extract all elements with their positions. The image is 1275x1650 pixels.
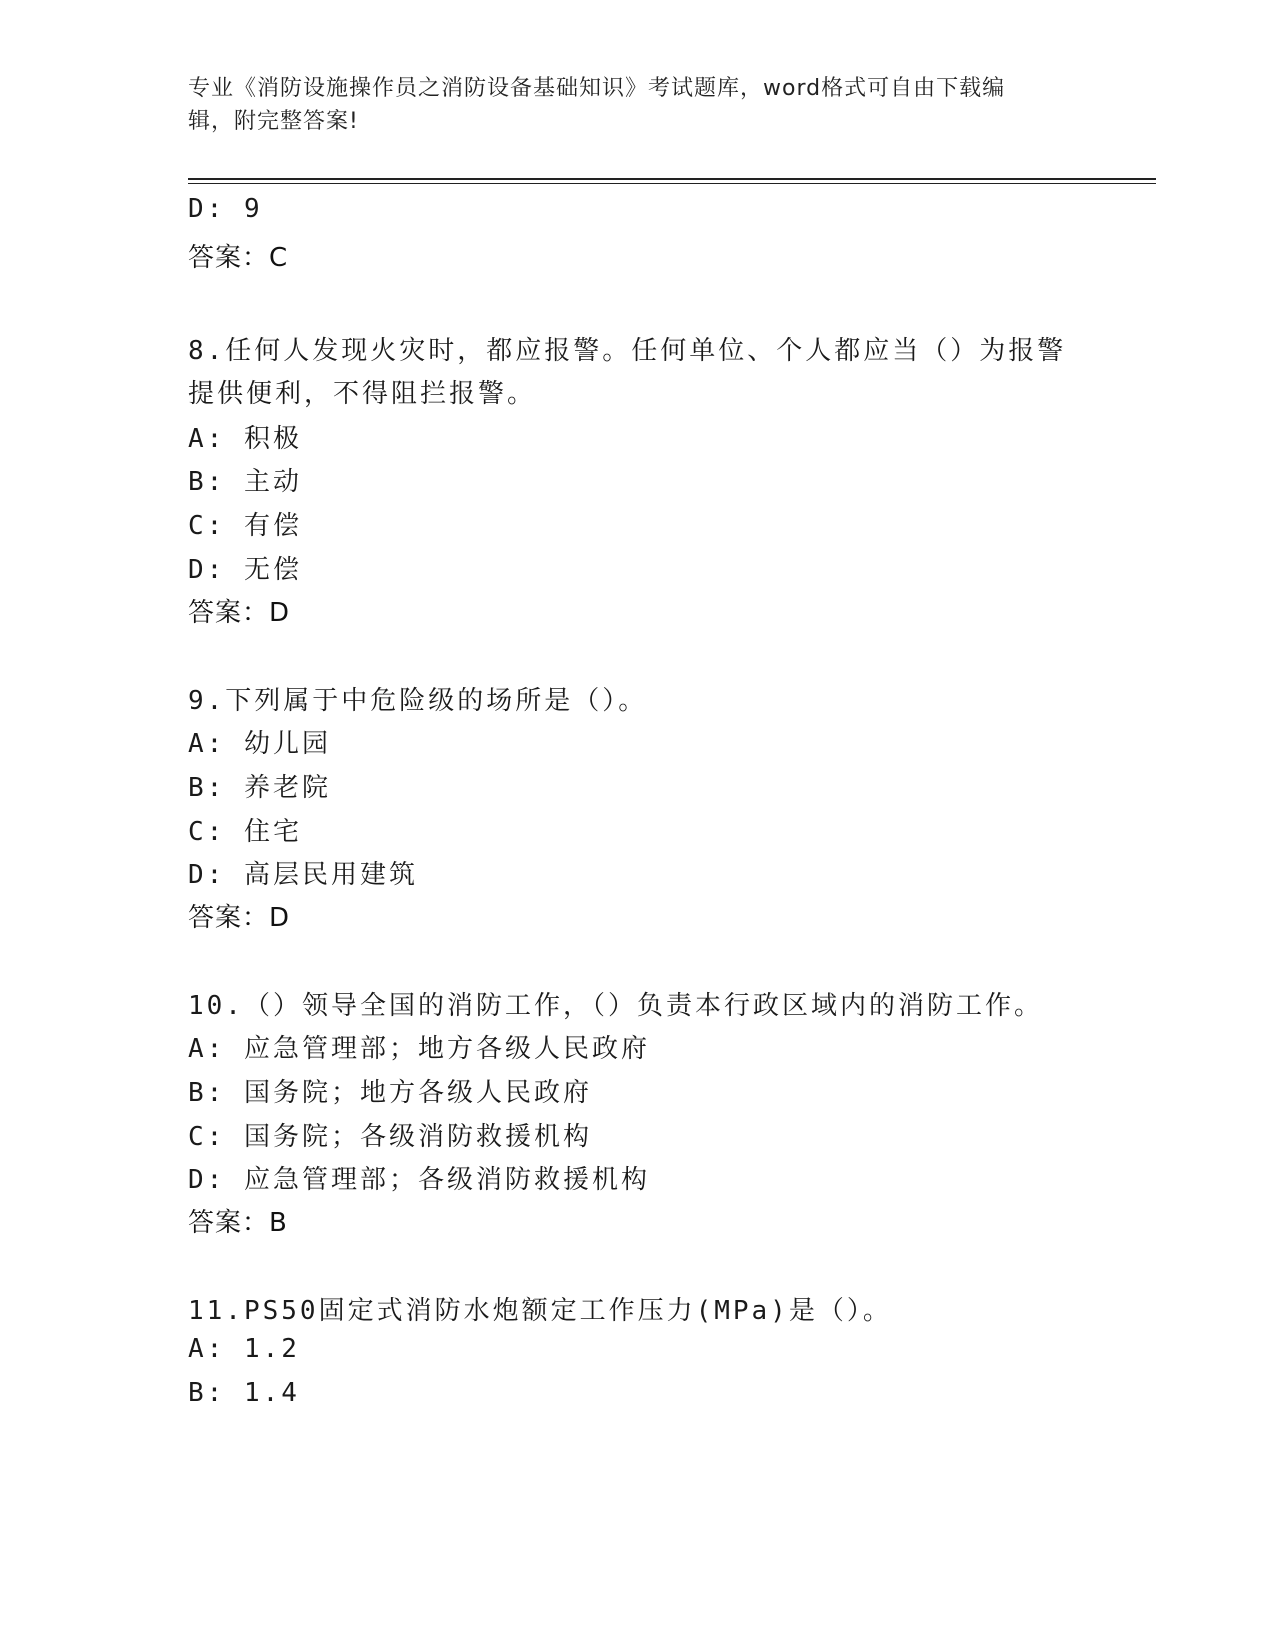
q10-answer: 答案：B — [188, 1208, 288, 1238]
q9-option-c: C: 住宅 — [188, 817, 302, 847]
q10-stem: 10.（）领导全国的消防工作，（）负责本行政区域内的消防工作。 — [188, 991, 1043, 1021]
q8-option-a: A: 积极 — [188, 424, 302, 454]
q8-option-b: B: 主动 — [188, 467, 302, 497]
q9-option-a: A: 幼儿园 — [188, 729, 331, 759]
q9-stem: 9.下列属于中危险级的场所是（）。 — [188, 686, 648, 716]
q10-option-c: C: 国务院；各级消防救援机构 — [188, 1122, 592, 1152]
q10-option-b: B: 国务院；地方各级人民政府 — [188, 1078, 592, 1108]
q11-stem: 11.PS50固定式消防水炮额定工作压力(MPa)是（）。 — [188, 1296, 892, 1326]
q8-stem-line-2: 提供便利，不得阻拦报警。 — [188, 379, 537, 409]
document-header — [188, 72, 1068, 138]
q10-option-d: D: 应急管理部；各级消防救援机构 — [188, 1165, 650, 1195]
header-divider-thin — [188, 183, 1156, 184]
q11-option-b: B: 1.4 — [188, 1378, 300, 1408]
q8-stem-line-1: 8.任何人发现火灾时，都应报警。任何单位、个人都应当（）为报警 — [188, 336, 1067, 366]
q8-answer: 答案：D — [188, 598, 291, 628]
q9-option-d: D: 高层民用建筑 — [188, 860, 418, 890]
header-divider-thick — [188, 178, 1156, 180]
q9-answer: 答案：D — [188, 903, 291, 933]
q8-option-c: C: 有偿 — [188, 511, 302, 541]
prev-answer: 答案：C — [188, 243, 289, 273]
header-line-2: 辑，附完整答案! — [188, 109, 359, 134]
header-line-1: 专业《消防设施操作员之消防设备基础知识》考试题库，word格式可自由下载编 — [188, 76, 1006, 101]
prev-option-d: D: 9 — [188, 194, 263, 224]
q9-option-b: B: 养老院 — [188, 773, 331, 803]
q10-option-a: A: 应急管理部；地方各级人民政府 — [188, 1034, 650, 1064]
q11-option-a: A: 1.2 — [188, 1334, 300, 1364]
q8-option-d: D: 无偿 — [188, 555, 302, 585]
